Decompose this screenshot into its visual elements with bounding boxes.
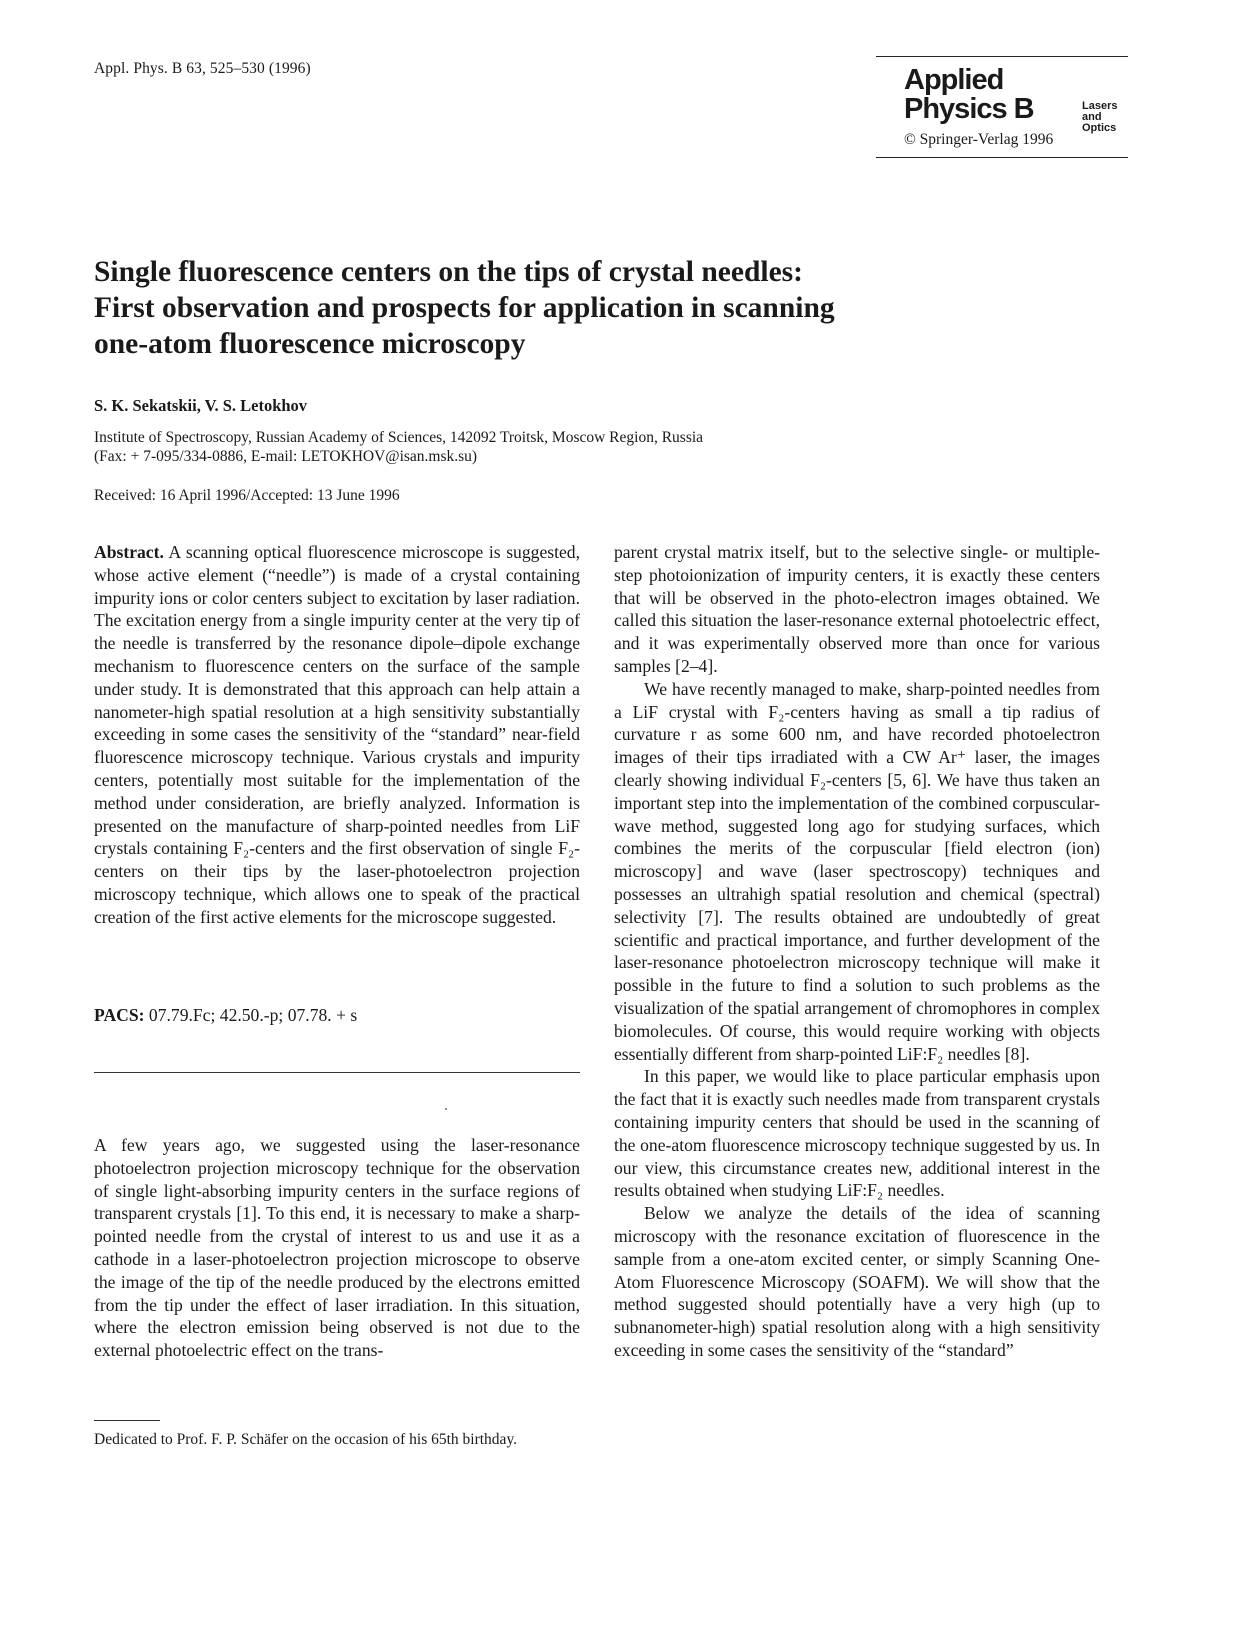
body-paragraph: A few years ago, we suggested using the laser-resonance photoelectron projection microscopy technique for the observation of single light-absorbing impurity centers in the surface regions of transparent crystals [1]. To this end, it is necessary to make a sharp-pointed needle from the crystal of interest to us and use it as a cathode in a laser-photoelectron projection microscope to observe the image of the tip of the needle produced by the electrons emitted from the tip under the effect of laser irradiation. In this situation, where the electron emission being observed is not due to the external photoelectric effect on the trans-	[94, 1135, 580, 1361]
title-line: one-atom fluorescence microscopy	[94, 328, 526, 360]
body-paragraph: Below we analyze the details of the idea of scanning microscopy with the resonance excitation of fluorescence in the sample from a one-atom excited center, or simply Scanning One-Atom Fluorescence Microscopy (SOAFM). We will show that the method suggested should potentially have a very high (up to subnanometer-high) spatial resolution along with a high sensitivity exceeding in some cases the sensitivity of the “standard”	[614, 1203, 1100, 1360]
copyright-notice: © Springer-Verlag 1996	[904, 131, 1054, 148]
body-column-left	[94, 1134, 580, 1362]
body-column-right	[614, 541, 1100, 1362]
pacs-label: PACS:	[94, 1005, 145, 1025]
author-list: S. K. Sekatskii, V. S. Letokhov	[94, 396, 308, 415]
received-dates: Received: 16 April 1996/Accepted: 13 June 1996	[94, 487, 400, 504]
footnote: Dedicated to Prof. F. P. Schäfer on the occasion of his 65th birthday.	[94, 1431, 518, 1448]
body-paragraph: In this paper, we would like to place particular emphasis upon the fact that it is exactly such needles made from transparent crystals containing impurity centers that should be used in the scanning of the one-atom fluorescence microscopy technique suggested by us. In our view, this circumstance creates new, additional interest in the results obtained when studying LiF:F₂ needles.	[614, 1066, 1100, 1201]
affiliation: Institute of Spectroscopy, Russian Academy of Sciences, 142092 Troitsk, Moscow Region, Russia	[94, 429, 704, 446]
abstract-text: A scanning optical fluorescence microscope is suggested, whose active element (“needle”) is made of a crystal containing impurity ions or color centers subject to excitation by laser radiation. The excitation energy from a single impurity center at the very tip of the needle is transferred by the resonance dipole–dipole exchange mechanism to fluorescence centers on the surface of the sample under study. It is demonstrated that this approach can help attain a nanometer-high spatial resolution at a high sensitivity substantially exceeding in some cases the sensitivity of the “standard” near-field fluorescence microscopy technique. Various crystals and impurity centers, potentially most suitable for the implementation of the method under consideration, are briefly analyzed. Information is presented on the manufacture of sharp-pointed needles from LiF crystals containing F₂-centers and the first observation of single F₂-centers on their tips by the laser-photoelectron projection microscopy technique, which allows one to speak of the practical creation of the first active elements for the microscope suggested.	[94, 542, 580, 927]
abstract-paragraph	[94, 541, 580, 929]
journal-citation: Appl. Phys. B 63, 525–530 (1996)	[94, 60, 311, 77]
body-paragraph: parent crystal matrix itself, but to the selective single- or multiple-step photoionization of impurity centers, it is exactly these centers that will be observed in the photo-electron images obtained. We called this situation the laser-resonance external photoelectric effect, and it was experimentally observed more than once for various samples [2–4].	[614, 542, 1100, 676]
title-line: Single fluorescence centers on the tips of crystal needles:	[94, 256, 803, 288]
journal-logo	[876, 64, 1128, 134]
article-title	[94, 254, 974, 362]
journal-masthead	[876, 56, 1128, 158]
masthead-top-rule	[876, 56, 1128, 57]
print-speck	[445, 1108, 447, 1110]
body-paragraph: We have recently managed to make, sharp-pointed needles from a LiF crystal with F₂-centers having as small a tip radius of curvature r as some 600 nm, and have recorded photoelectron images of their tips irradiated with a CW Ar⁺ laser, the images clearly showing individual F₂-centers [5, 6]. We have thus taken an important step into the implementation of the combined corpuscular-wave method, suggested long ago for studying surfaces, which combines the merits of the corpuscular [field electron (ion) microscopy] and wave (laser spectroscopy) techniques and possesses an ultrahigh spatial resolution and chemical (spectral) selectivity [7]. The results obtained are undoubtedly of great scientific and practical importance, and further development of the laser-resonance photoelectron microscopy technique will make it possible in the future to find a solution to such problems as the visualization of the spatial arrangement of chromophores in complex biomolecules. Of course, this would require working with objects essentially different from sharp-pointed LiF:F₂ needles [8].	[614, 678, 1100, 1064]
pacs-text: 07.79.Fc; 42.50.-p; 07.78. + s	[148, 1005, 358, 1025]
logo-line-applied: Applied	[904, 64, 1004, 96]
footnote-rule	[94, 1420, 160, 1421]
contact-info: (Fax: + 7-095/334-0886, E-mail: LETOKHOV@isan.msk.su)	[94, 448, 478, 465]
abstract-label: Abstract.	[94, 542, 164, 562]
logo-line-physics: Physics B	[904, 93, 1034, 125]
logo-section-label	[1082, 101, 1128, 134]
masthead-bottom-rule	[876, 157, 1128, 158]
abstract-section	[94, 541, 580, 929]
logo-section-line2: and Optics	[1082, 111, 1117, 134]
logo-section-line1: Lasers	[1082, 100, 1118, 112]
abstract-separator-rule	[94, 1072, 580, 1073]
title-line: First observation and prospects for application in scanning	[94, 292, 835, 324]
pacs-codes	[94, 1005, 357, 1026]
